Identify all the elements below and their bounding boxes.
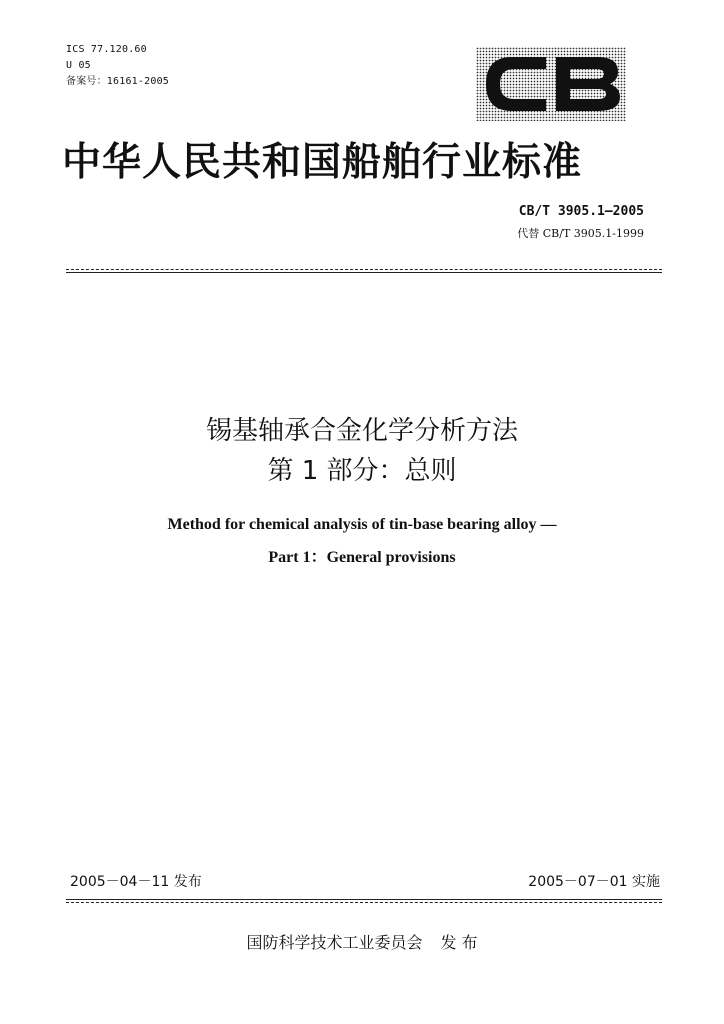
organization-title: 中华人民共和国船舶行业标准 [62, 140, 583, 185]
implementation-date: 2005－07－01 实施 [528, 874, 660, 890]
ics-code: ICS 77.120.60 [66, 44, 147, 55]
classification-block [66, 42, 169, 90]
chinese-title-line-1: 锡基轴承合金化学分析方法 [205, 416, 518, 446]
publisher-line [0, 930, 724, 953]
standard-code: CB/T 3905.1—2005 [518, 204, 644, 219]
replaces-standard: 代替 CB/T 3905.1-1999 [517, 227, 644, 240]
english-title-line-2: Part 1：General provisions [268, 549, 456, 566]
footer-divider [66, 899, 662, 900]
chinese-title-line-2: 第 1 部分：总则 [267, 456, 457, 486]
issue-date: 2005－04－11 发布 [70, 874, 202, 890]
record-number: 备案号：16161-2005 [66, 76, 170, 87]
english-title-line-1: Method for chemical analysis of tin-base bearing alloy — [167, 516, 557, 533]
class-code: U 05 [66, 60, 91, 71]
header-divider [66, 269, 662, 270]
publisher-name: 国防科学技术工业委员会 [246, 933, 423, 952]
publish-action: 发 布 [440, 933, 478, 952]
cb-logo [476, 47, 626, 121]
